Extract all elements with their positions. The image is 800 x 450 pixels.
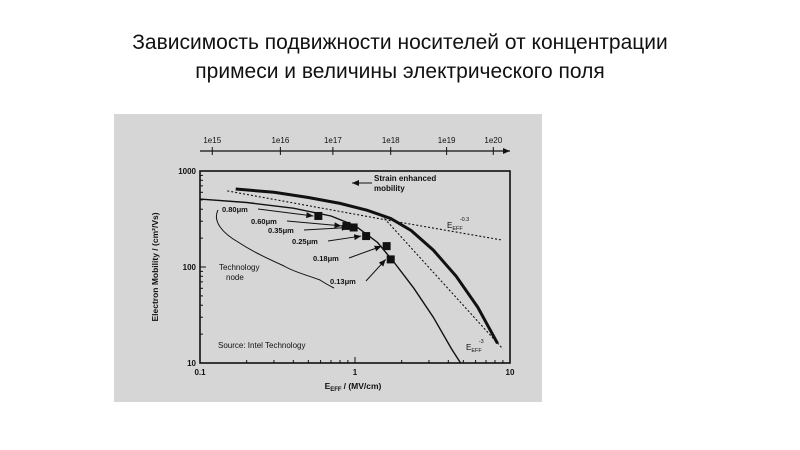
eeff-03-label: $E_{EFF}-0.3$ [447,217,470,232]
y-tick-label: 1000 [178,167,196,176]
technology-node-marker [314,212,322,220]
slide-title-line-2: примеси и величины электрического поля [195,60,605,83]
top-axis-label: 1e18 [381,136,400,145]
technology-node-marker [350,223,358,231]
technology-node-marker [342,222,350,230]
series-line-1 [236,189,498,343]
technology-node-label: 0.18μm [313,254,339,263]
strain-label-line-1: Strain enhanced [374,174,437,183]
x-tick-label: 1 [352,368,358,377]
technology-node-marker [383,242,391,250]
y-tick-label: 10 [187,359,196,368]
slide-title-line-1: Зависимость подвижности носителей от концентрации [132,31,668,54]
top-axis-label: 1e15 [203,136,222,145]
technology-node-arrow [349,246,382,258]
top-axis-label: 1e20 [484,136,503,145]
series-line-4 [385,219,503,350]
top-axis-label: 1e17 [323,136,342,145]
eeff-3-label: $E_{EFF}-3$ [466,339,484,354]
x-axis-title-sub: EFF [330,387,342,393]
technology-node-label-line-1: Technology [219,263,260,272]
slide-title [0,28,800,86]
technology-node-marker [362,232,370,240]
mobility-chart-figure [114,114,542,402]
x-tick-label: 10 [505,368,515,377]
technology-node-marker [387,255,395,263]
top-axis-layer [200,136,510,155]
technology-node-label: 0.13μm [330,277,356,286]
top-axis-label: 1e16 [271,136,290,145]
y-axis-title: Electron Mobility / (cm²/Vs) [150,212,160,322]
technology-node-arrow [304,227,349,230]
technology-node-label: 0.25μm [292,237,318,246]
strain-label-line-2: mobility [374,184,405,193]
mobility-chart [114,114,542,402]
x-axis-title-rest: / (MV/cm) [343,381,382,391]
technology-node-label: 0.60μm [251,217,277,226]
technology-node-arrow [366,259,386,281]
technology-node-label-line-2: node [226,273,244,282]
markers-layer [222,205,395,286]
y-tick-label: 100 [182,263,196,272]
x-tick-label: 0.1 [194,368,206,377]
technology-node-arrow [287,221,341,226]
source-note: Source: Intel Technology [218,341,306,350]
x-axis-title-e: E [324,381,331,391]
technology-node-arrow [328,236,361,241]
series-layer [200,189,503,363]
x-axis-title [325,381,382,393]
technology-node-label: 0.80μm [222,205,248,214]
top-axis-label: 1e19 [437,136,456,145]
technology-node-label: 0.35μm [268,226,294,235]
